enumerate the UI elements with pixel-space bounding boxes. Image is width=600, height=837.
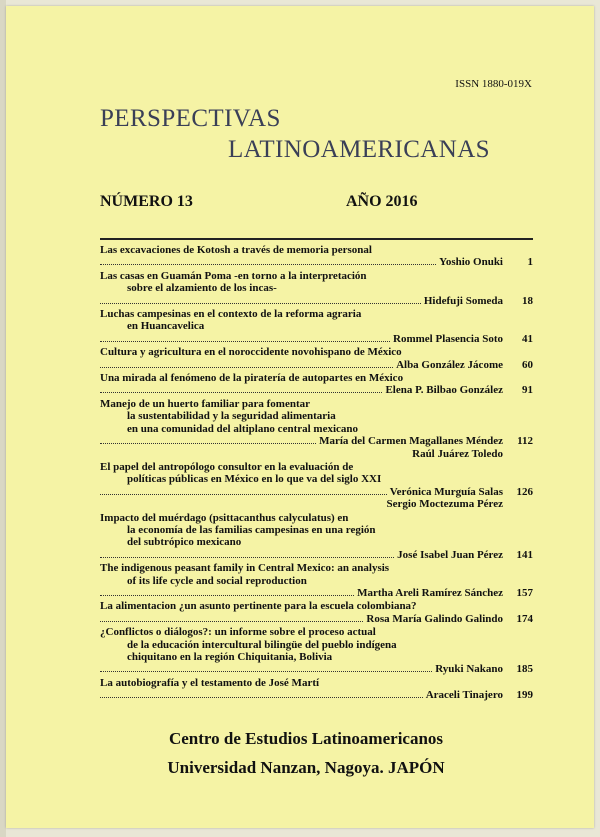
dot-leader <box>100 391 382 393</box>
dot-leader <box>100 263 436 265</box>
toc-entry-page: 141 <box>516 548 533 561</box>
toc-entry <box>100 626 533 676</box>
toc-entry <box>100 308 533 345</box>
dot-leader <box>100 493 387 495</box>
toc-entry-title: Impacto del muérdago (psittacanthus calyculatus) en <box>100 511 349 524</box>
university-name: Universidad Nanzan, Nagoya. JAPÓN <box>167 758 445 777</box>
toc-entry-title: La autobiografía y el testamento de José Martí <box>100 676 320 689</box>
toc-entry-author: Elena P. Bilbao González <box>385 384 503 397</box>
toc-author-line <box>100 359 533 371</box>
toc-entry-title: en una comunidad del altiplano central mexicano <box>127 422 359 435</box>
toc-entry-title: Luchas campesinas en el contexto de la reforma agraria <box>100 308 362 321</box>
toc-entry-page: 199 <box>516 689 533 702</box>
toc-entry-author: Araceli Tinajero <box>425 689 503 702</box>
toc-entry-title: Las casas en Guamán Poma -en torno a la interpretación <box>100 269 367 282</box>
toc-entry-title: Cultura y agricultura en el noroccidente novohispano de México <box>100 346 402 359</box>
toc-entry <box>100 562 533 599</box>
toc-entry-coauthor: Sergio Moctezuma Pérez <box>386 498 503 511</box>
toc-entry <box>100 512 533 562</box>
journal-cover <box>6 6 594 828</box>
dot-leader <box>100 556 394 558</box>
toc-entry-page: 91 <box>522 384 533 397</box>
issn-label: ISSN 1880-019X <box>455 78 532 90</box>
toc-entry-title: de la educación intercultural bilingüe del pueblo indígena <box>127 638 397 651</box>
toc-entry-title: of its life cycle and social reproduction <box>127 574 307 587</box>
toc-entry-author: María del Carmen Magallanes Méndez <box>319 435 503 448</box>
toc-entry-title: ¿Conflictos o diálogos?: un informe sobre el proceso actual <box>100 626 376 639</box>
publisher-name: Centro de Estudios Latinoamericanos <box>168 729 444 748</box>
toc-entry-title: Una mirada al fenómeno de la piratería de autopartes en México <box>100 372 404 385</box>
toc-author-line <box>100 549 533 561</box>
dot-leader <box>100 696 423 698</box>
toc-entry <box>100 346 533 371</box>
toc-entry-author: Verónica Murguía Salas <box>389 485 503 498</box>
toc-entry-page: 41 <box>522 332 533 345</box>
toc-entry-title: chiquitano en la región Chiquitania, Bolivia <box>127 651 333 663</box>
toc-entry-page: 18 <box>522 294 533 307</box>
toc-entry-title: la economía de las familias campesinas en una región <box>127 523 376 536</box>
dot-leader <box>100 366 393 368</box>
journal-title <box>100 103 490 165</box>
toc-author-line <box>100 435 533 447</box>
toc-entry-title: del subtrópico mexicano <box>127 536 242 549</box>
toc-entry <box>100 398 533 460</box>
toc-author-line <box>100 587 533 599</box>
toc-entry-title: Las excavaciones de Kotosh a través de memoria personal <box>100 244 372 256</box>
dot-leader <box>100 670 432 672</box>
toc-author-line <box>100 295 533 307</box>
toc-entry-author: Hidefuji Someda <box>423 294 503 307</box>
toc-entry-page: 185 <box>516 663 533 676</box>
journal-title-line-2: LATINOAMERICANAS <box>228 136 490 163</box>
toc-author-line <box>100 384 533 396</box>
toc-entry-page: 126 <box>516 485 533 498</box>
issue-year: AÑO 2016 <box>346 193 418 210</box>
toc-author-line <box>100 486 533 498</box>
table-of-contents <box>100 244 533 703</box>
dot-leader <box>100 620 363 622</box>
toc-author-line <box>100 689 533 701</box>
dot-leader <box>100 340 390 342</box>
toc-entry <box>100 244 533 269</box>
journal-title-line-1: PERSPECTIVAS <box>100 105 281 132</box>
toc-entry-title: El papel del antropólogo consultor en la evaluación de <box>100 460 354 473</box>
toc-entry-author: Yoshio Onuki <box>439 256 503 269</box>
toc-entry-author: Ryuki Nakano <box>435 663 503 676</box>
toc-entry-title: La alimentacion ¿un asunto pertinente para la escuela colombiana? <box>100 600 417 613</box>
toc-entry <box>100 677 533 702</box>
toc-entry-title: políticas públicas en México en lo que va del siglo XXI <box>127 473 382 486</box>
toc-entry-page: 112 <box>517 435 533 448</box>
toc-entry-author: Alba González Jácome <box>396 358 503 371</box>
toc-entry-title: Manejo de un huerto familiar para fomentar <box>100 397 310 410</box>
toc-entry-page: 174 <box>516 612 533 625</box>
dot-leader <box>100 442 316 444</box>
toc-entry-page: 157 <box>516 586 533 599</box>
toc-entry <box>100 600 533 625</box>
toc-entry-title: la sustentabilidad y la seguridad alimentaria <box>127 410 336 423</box>
toc-author-line <box>100 663 533 675</box>
toc-entry-title: The indigenous peasant family in Central Mexico: an analysis <box>100 562 390 575</box>
toc-entry-coauthor: Raúl Juárez Toledo <box>412 447 503 460</box>
toc-entry <box>100 270 533 307</box>
dot-leader <box>100 302 421 304</box>
toc-entry-author: José Isabel Juan Pérez <box>397 548 503 561</box>
toc-entry <box>100 372 533 397</box>
toc-entry-author: Martha Areli Ramírez Sánchez <box>357 586 503 599</box>
toc-entry-title: en Huancavelica <box>127 320 205 333</box>
toc-entry-title: sobre el alzamiento de los incas- <box>127 282 277 295</box>
issue-number: NÚMERO 13 <box>100 193 193 210</box>
dot-leader <box>100 594 354 596</box>
toc-entry-page: 60 <box>522 358 533 371</box>
toc-entry-author: Rosa María Galindo Galindo <box>366 612 503 625</box>
toc-entry-author: Rommel Plasencia Soto <box>393 332 503 345</box>
toc-author-line <box>100 333 533 345</box>
toc-entry-page: 1 <box>527 256 533 269</box>
divider-rule <box>100 238 533 240</box>
toc-author-line <box>100 613 533 625</box>
toc-entry <box>100 461 533 511</box>
toc-author-line <box>100 256 533 268</box>
